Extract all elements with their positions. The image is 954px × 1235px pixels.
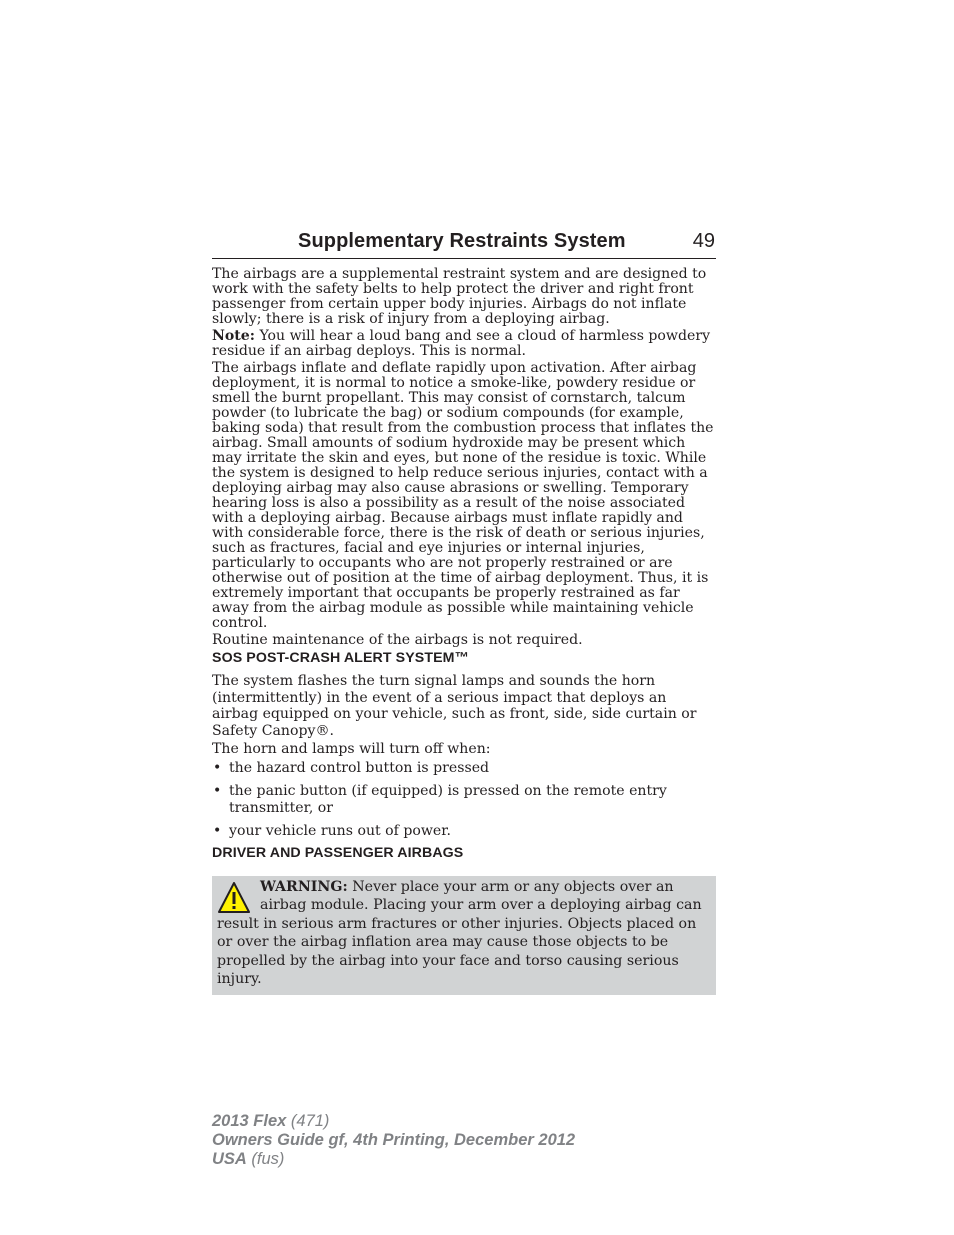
footer-model: 2013 Flex — [212, 1112, 287, 1130]
sos-paragraph-1: The system flashes the turn signal lamps and sounds the horn (intermittently) in the event of a serious impact that deploys an airbag equipped on your vehicle, such as front, side, side curtain or Safety Canopy®. — [212, 673, 697, 739]
page-content — [212, 230, 716, 995]
bullet-icon: • — [213, 759, 222, 776]
body-text — [212, 267, 716, 995]
footer-region-line — [212, 1150, 575, 1169]
warning-box — [212, 876, 716, 996]
footer-guide-line — [212, 1131, 575, 1150]
sos-paragraph-2: The horn and lamps will turn off when: — [212, 741, 491, 757]
sos-heading: SOS POST-CRASH ALERT SYSTEM™ — [212, 650, 469, 666]
intro-paragraph-2: The airbags inflate and deflate rapidly upon activation. After airbag deployment, it is normal to notice a smoke-like, powdery residue or smell the burnt propellant. This may consist of cornstarch, talcum powder (to lubricate the bag) or sodium compounds (for example, baking soda) that result from the combustion process that inflates the airbag. Small amounts of sodium hydroxide may be present which may irritate the skin and eyes, but none of the residue is toxic. While the system is designed to help reduce serious injuries, contact with a deploying airbag may also cause abrasions or swelling. Temporary hearing loss is also a possibility as a result of the noise associated with a deploying airbag. Because airbags must inflate rapidly and with considerable force, there is the risk of death or serious injuries, such as fractures, facial and eye injuries or internal injuries, particularly to occupants who are not properly restrained or are otherwise out of position at the time of airbag deployment. Thus, it is extremely important that occupants be properly restrained as far away from the airbag module as possible while maintaining vehicle control. — [212, 360, 714, 631]
page-header — [212, 230, 716, 259]
intro-paragraph-3: Routine maintenance of the airbags is not required. — [212, 632, 583, 648]
page-footer — [212, 1112, 575, 1169]
warning-triangle-icon — [217, 881, 251, 915]
list-item-text: the panic button (if equipped) is pressed on the remote entry transmitter, or — [229, 782, 667, 816]
note-paragraph — [212, 329, 716, 359]
list-item-text: your vehicle runs out of power. — [229, 822, 451, 839]
section-title: Supplementary Restraints System — [298, 230, 626, 252]
sos-bullet-list — [212, 760, 716, 840]
airbags-heading: DRIVER AND PASSENGER AIRBAGS — [212, 844, 464, 861]
list-item — [212, 760, 716, 777]
footer-guide: Owners Guide gf, 4th Printing, December 2012 — [212, 1131, 576, 1149]
list-item — [212, 783, 716, 817]
footer-region-code: (fus) — [246, 1150, 285, 1168]
footer-region: USA — [212, 1150, 247, 1168]
sos-section — [212, 673, 716, 840]
note-text: You will hear a loud bang and see a cloud of harmless powdery residue if an airbag deploys. This is normal. — [212, 328, 711, 359]
warning-text: Never place your arm or any objects over an airbag module. Placing your arm over a deploying airbag can result in serious arm fractures or other injuries. Objects placed on or over the airbag inflation area may cause those objects to be propelled by the airbag into your face and torso causing serious injury. — [217, 878, 702, 988]
note-label: Note: — [212, 328, 255, 344]
list-item-text: the hazard control button is pressed — [229, 759, 490, 776]
intro-paragraph-1: The airbags are a supplemental restraint system and are designed to work with the safety belts to help protect the driver and right front passenger from certain upper body injuries. Airbags do not inflate slowly; there is a risk of injury from a deploying airbag. — [212, 266, 707, 327]
bullet-icon: • — [213, 822, 222, 839]
warning-label: WARNING: — [260, 878, 348, 895]
bullet-icon: • — [213, 782, 222, 799]
list-item — [212, 823, 716, 840]
page-number: 49 — [692, 230, 715, 252]
footer-model-line — [212, 1112, 575, 1131]
footer-model-code: (471) — [286, 1112, 330, 1130]
